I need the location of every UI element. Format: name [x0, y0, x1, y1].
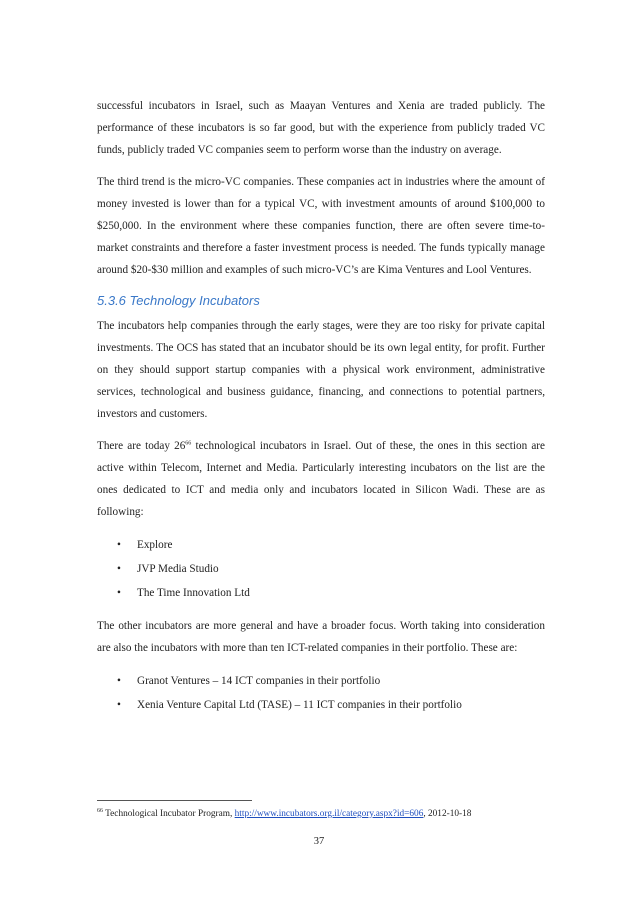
- list-item: [97, 669, 545, 693]
- list-item-text: JVP Media Studio: [137, 563, 219, 575]
- paragraph-text: There are today 26: [97, 440, 186, 452]
- list-item-text: Explore: [137, 539, 173, 551]
- paragraph-text: technological incubators in Israel. Out of these, the ones in this section are active within Telecom, Internet and Media. Particularly interesting incubators on the list are the ones dedicated to ICT and media only and incubators located in Silicon Wadi. These are as following:: [97, 440, 545, 518]
- bullet-icon: •: [117, 539, 121, 551]
- paragraph-incubator-count: [97, 435, 545, 523]
- body-text: [97, 95, 545, 727]
- incubator-list-ict: [97, 533, 545, 605]
- list-item-text: The Time Innovation Ltd: [137, 587, 250, 599]
- footnote: [97, 808, 545, 820]
- list-item: [97, 693, 545, 717]
- page-number: 37: [313, 836, 325, 847]
- footnote-text: Technological Incubator Program,: [103, 809, 235, 819]
- paragraph-incubators-public: successful incubators in Israel, such as Maayan Ventures and Xenia are traded publicly. The performance of these incubators is so far good, but with the experience from publicly traded VC funds, publicly traded VC companies seem to perform worse than the industry on average.: [97, 100, 545, 156]
- footnote-divider: [97, 800, 252, 801]
- footnote-marker: 66: [97, 807, 103, 814]
- list-item: [97, 533, 545, 557]
- footnote-reference[interactable]: 66: [185, 440, 192, 447]
- list-item: [97, 557, 545, 581]
- footnote-date: , 2012-10-18: [423, 809, 472, 819]
- list-item: [97, 581, 545, 605]
- list-item-text: Granot Ventures – 14 ICT companies in their portfolio: [137, 675, 381, 687]
- paragraph-micro-vc: The third trend is the micro-VC companies. These companies act in industries where the amount of money invested is lower than for a typical VC, with investment amounts of around $100,000 to $250,000. In the environment where these companies function, there are often severe time-to-market constraints and therefore a faster investment process is needed. The funds typically manage around $20-$30 million and examples of such micro-VC’s are Kima Ventures and Lool Ventures.: [97, 176, 545, 276]
- footnote-link[interactable]: http://www.incubators.org.il/category.aspx?id=606: [234, 809, 424, 819]
- bullet-icon: •: [117, 563, 121, 575]
- bullet-icon: •: [117, 587, 121, 599]
- incubator-list-general: [97, 669, 545, 717]
- bullet-icon: •: [117, 699, 121, 711]
- section-heading: 5.3.6 Technology Incubators: [97, 293, 260, 308]
- paragraph-incubator-role: The incubators help companies through the early stages, were they are too risky for private capital investments. The OCS has stated that an incubator should be its own legal entity, for profit. Further on they should support startup companies with a physical work environment, administrative services, technological and business guidance, financing, and connections to potential partners, investors and customers.: [97, 320, 545, 420]
- bullet-icon: •: [117, 675, 121, 687]
- paragraph-general-incubators: The other incubators are more general and have a broader focus. Worth taking into consideration are also the incubators with more than ten ICT-related companies in their portfolio. These are:: [97, 620, 545, 654]
- list-item-text: Xenia Venture Capital Ltd (TASE) – 11 ICT companies in their portfolio: [137, 699, 462, 711]
